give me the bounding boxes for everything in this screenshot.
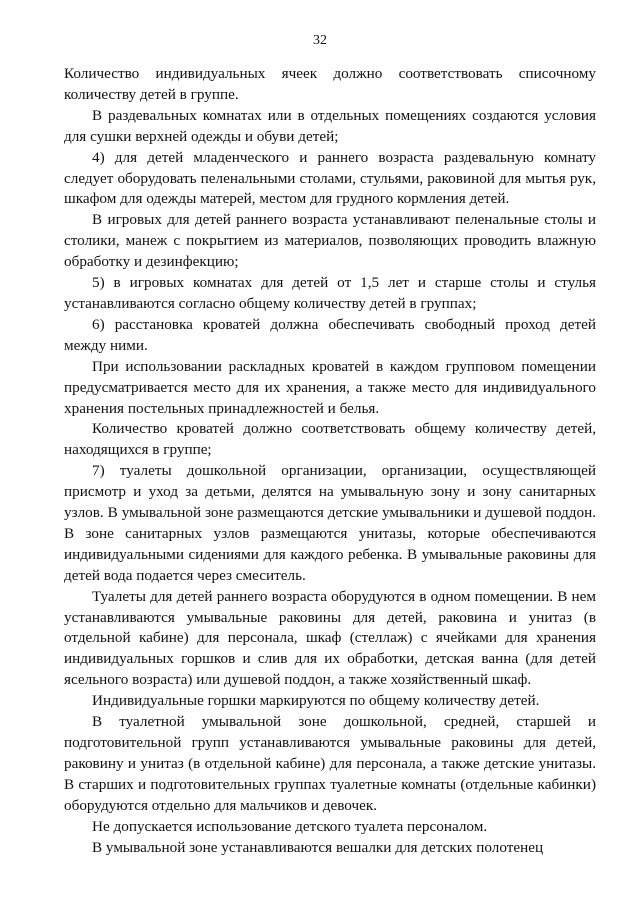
paragraph: При использовании раскладных кроватей в каждом групповом помещении предусматривается место для их хранения, а также место для индивидуального хранения постельных принадлежностей и белья. xyxy=(64,357,596,417)
paragraph: Индивидуальные горшки маркируются по общему количеству детей. xyxy=(92,692,540,710)
paragraph: В туалетной умывальной зоне дошкольной, средней, старшей и подготовительной групп устанавливаются умывальные раковины для детей, раковину и унитаз (в отдельной кабине) для персонала, а также детские унитазы. В старших и подготовительных группах туалетные комнаты (отдельные кабинки) оборудуются отдельно для мальчиков и девочек. xyxy=(64,713,596,814)
page-number: 32 xyxy=(313,33,327,48)
paragraph: 7) туалеты дошкольной организации, организации, осуществляющей присмотр и уход за детьми, делятся на умывальную зону и зону санитарных узлов. В умывальной зоне размещаются детские умывальники и душевой поддон. В зоне санитарных узлов размещаются унитазы, которые обеспечиваются индивидуальными сидениями для каждого ребенка. В умывальные раковины для детей вода подается через смеситель. xyxy=(64,462,596,584)
paragraph: В игровых для детей раннего возраста устанавливают пеленальные столы и столики, манеж с покрытием из материалов, позволяющих проводить влажную обработку и дезинфекцию; xyxy=(64,211,596,271)
paragraph: Количество индивидуальных ячеек должно соответствовать списочному количеству детей в группе. xyxy=(64,65,596,103)
paragraph: 5) в игровых комнатах для детей от 1,5 лет и старше столы и стулья устанавливаются согласно общему количеству детей в группах; xyxy=(64,274,596,312)
paragraph: В умывальной зоне устанавливаются вешалки для детских полотенец xyxy=(92,838,544,856)
paragraph: 4) для детей младенческого и раннего возраста раздевальную комнату следует оборудовать пеленальными столами, стульями, раковиной для мытья рук, шкафом для одежды матерей, местом для грудного кормления детей. xyxy=(64,148,596,208)
paragraph: Не допускается использование детского туалета персоналом. xyxy=(92,817,488,835)
paragraph: Количество кроватей должно соответствовать общему количеству детей, находящихся в группе; xyxy=(64,420,596,459)
document-body xyxy=(64,64,596,858)
paragraph: В раздевальных комнатах или в отдельных помещениях создаются условия для сушки верхней одежды и обуви детей; xyxy=(64,106,596,145)
paragraph: 6) расстановка кроватей должна обеспечивать свободный проход детей между ними. xyxy=(64,315,596,354)
paragraph: Туалеты для детей раннего возраста оборудуются в одном помещении. В нем устанавливаются умывальные раковины для детей, раковина и унитаз (в отдельной кабине) для персонала, шкаф (стеллаж) с ячейками для хранения индивидуальных горшков и слив для их обработки, детская ванна (для детей ясельного возраста) или душевой поддон, а также хозяйственный шкаф. xyxy=(64,587,596,689)
